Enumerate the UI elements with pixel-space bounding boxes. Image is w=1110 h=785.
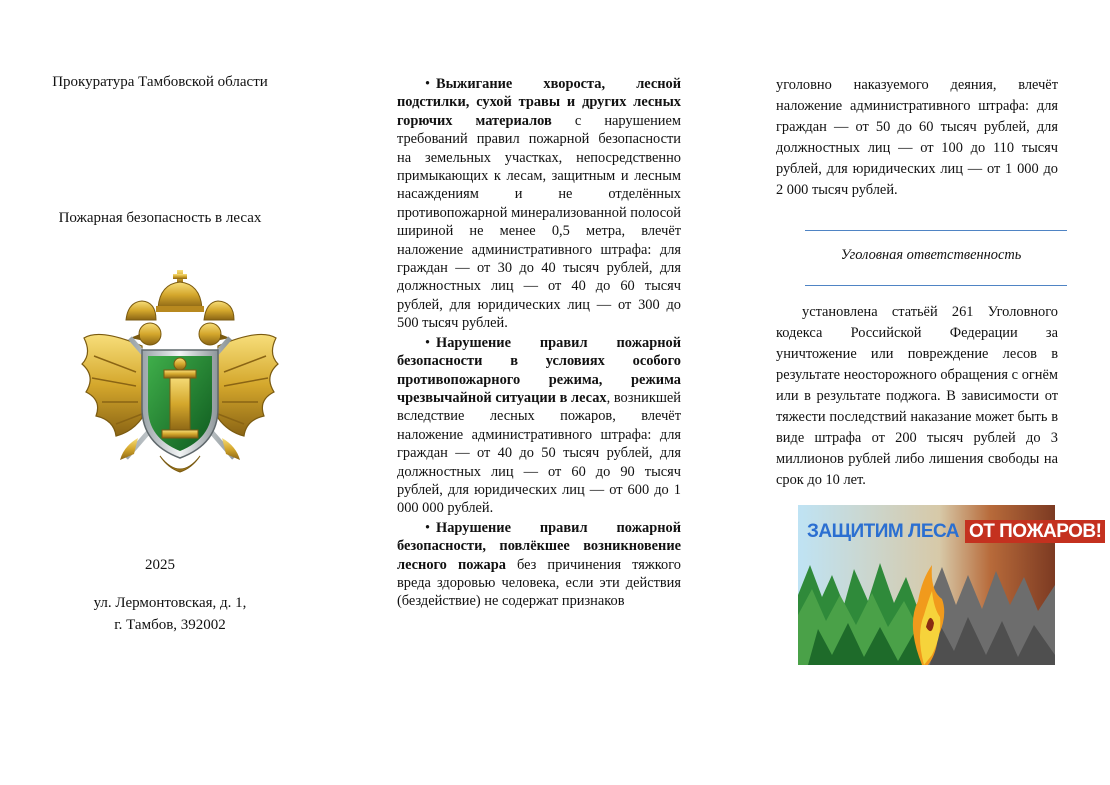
address-street: ул. Лермонтовская, д. 1, (93, 595, 247, 611)
violation-text: без причинения тяжкого вреда здоровью человека, если эти действия (бездействие) не содержат признаков (397, 556, 681, 610)
violation-item (397, 334, 681, 518)
postal-address (30, 592, 310, 636)
criminal-liability-text (776, 302, 1058, 491)
violation-item (397, 519, 681, 611)
organization-name: Прокуратура Тамбовской области (52, 74, 268, 90)
brochure-topic: Пожарная безопасность в лесах (58, 210, 262, 226)
violation-item (397, 75, 681, 333)
prosecutor-emblem-icon (80, 268, 280, 484)
section-divider-bottom (805, 285, 1067, 286)
forest-fire-poster (798, 505, 1102, 665)
middle-panel (397, 75, 681, 611)
year: 2025 (145, 557, 175, 573)
section-heading: Уголовная ответственность (840, 247, 1022, 263)
right-panel-continuation (776, 75, 1058, 201)
violation-title: • Нарушение правил пожарной безопасности в условиях особого противопожарного режима, режима чрезвычайной ситуации в лесах (397, 335, 681, 406)
violation-text: с нарушением требований правил пожарной безопасности на земельных участках, непосредственно примыкающих к лесам, защитным и лесным насаждениям и не отделённых противопожарной минерализованной полосой шириной не менее 0,5 метра, влечёт наложение административного штрафа: для граждан — от 30 до 40 тысяч рублей, для должностных лиц — от 40 до 60 тысяч рублей, для юридических лиц — от 300 до 500 тысяч рублей. (397, 112, 681, 332)
violation-title: • Выжигание хвороста, лесной подстилки, сухой травы и других лесных горючих материалов (397, 76, 681, 129)
continuation-text: уголовно наказуемого деяния, влечёт наложение административного штрафа: для граждан — от 50 до 60 тысяч рублей, для должностных лиц — от 100 до 110 тысяч рублей, для юридических лиц — от 1 000 до 2 000 тысяч рублей. (776, 77, 1058, 198)
poster-title (798, 521, 1102, 543)
poster-title-part2: ОТ ПОЖАРОВ! (965, 520, 1106, 543)
poster-title-part1: ЗАЩИТИМ ЛЕСА (807, 521, 959, 542)
violation-text: , возникшей вследствие лесных пожаров, влечёт наложение административного штрафа: для граждан — от 40 до 50 тысяч рублей, для должностных лиц — от 60 до 90 тысяч рублей, для юридических лиц — от 600 до 1 000 000 рублей. (397, 389, 681, 517)
violation-title: • Нарушение правил пожарной безопасности, повлёкшее возникновение лесного пожара (397, 520, 681, 573)
section-divider-top (805, 230, 1067, 231)
criminal-liability-body: установлена статьёй 261 Уголовного кодекса Российской Федерации за уничтожение или повреждение лесов в результате неосторожного обращения с огнём или в результате поджога. В зависимости от тяжести последствий наказание может быть в виде штрафа от 200 тысяч рублей до 3 миллионов рублей либо лишения свободы на срок до 10 лет. (776, 304, 1058, 488)
left-panel (0, 0, 340, 785)
address-city: г. Тамбов, 392002 (114, 617, 226, 633)
